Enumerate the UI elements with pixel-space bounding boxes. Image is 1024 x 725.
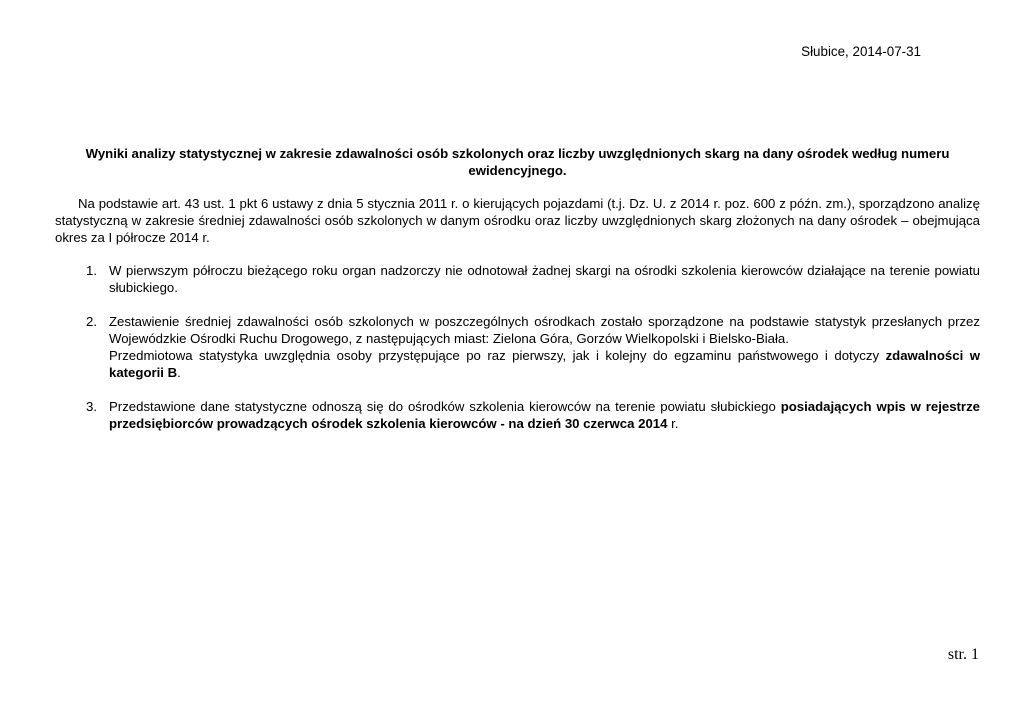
- item-text-plain: Przedmiotowa statystyka uwzględnia osoby przystępujące po raz pierwszy, jak i kolejny do egzaminu państwowego i dotyczy: [109, 348, 886, 363]
- item-number: 1.: [86, 263, 97, 278]
- item-text-continued: [109, 347, 980, 381]
- item-number: 3.: [86, 399, 97, 414]
- list-item-3: [55, 398, 980, 432]
- item-text: [109, 398, 980, 432]
- list-item-1: [55, 262, 980, 296]
- item-text: W pierwszym półroczu bieżącego roku organ nadzorczy nie odnotował żadnej skargi na ośrodki szkolenia kierowców działające na terenie powiatu słubickiego.: [109, 263, 980, 295]
- document-title: Wyniki analizy statystycznej w zakresie zdawalności osób szkolonych oraz liczby uwzględnionych skarg na dany ośrodek według numeru ewidencyjnego.: [85, 146, 950, 178]
- item-text-bold: posiadających wpis w rejestrze przedsiębiorców prowadzących ośrodek szkolenia kierowców - na dzień 30 czerwca 2014: [109, 399, 980, 431]
- item-number: 2.: [86, 314, 97, 329]
- item-text-end: .: [177, 365, 181, 380]
- list-item-2: [55, 313, 980, 381]
- place-date: Słubice, 2014-07-31: [801, 44, 921, 59]
- item-text: Zestawienie średniej zdawalności osób szkolonych w poszczególnych ośrodkach zostało sporządzone na podstawie statystyk przesłanych przez Wojewódzkie Ośrodki Ruchu Drogowego, z następujących miast: Zielona Góra, Gorzów Wielkopolski i Bielsko-Biała.: [109, 314, 980, 346]
- findings-list: [55, 262, 980, 449]
- page-number: str. 1: [947, 646, 979, 663]
- item-text-plain: Przedstawione dane statystyczne odnoszą się do ośrodków szkolenia kierowców na terenie powiatu słubickiego: [109, 399, 781, 414]
- item-text-bold: zdawalności w kategorii B: [109, 348, 980, 380]
- item-text-end: r.: [667, 416, 679, 431]
- intro-paragraph: Na podstawie art. 43 ust. 1 pkt 6 ustawy z dnia 5 stycznia 2011 r. o kierujących pojazdami (t.j. Dz. U. z 2014 r. poz. 600 z późn. zm.), sporządzono analizę statystyczną w zakresie średniej zdawalności osób szkolonych w danym ośrodku oraz liczby uwzględnionych skarg złożonych na dany ośrodek – obejmująca okres za I półrocze 2014 r.: [55, 196, 980, 245]
